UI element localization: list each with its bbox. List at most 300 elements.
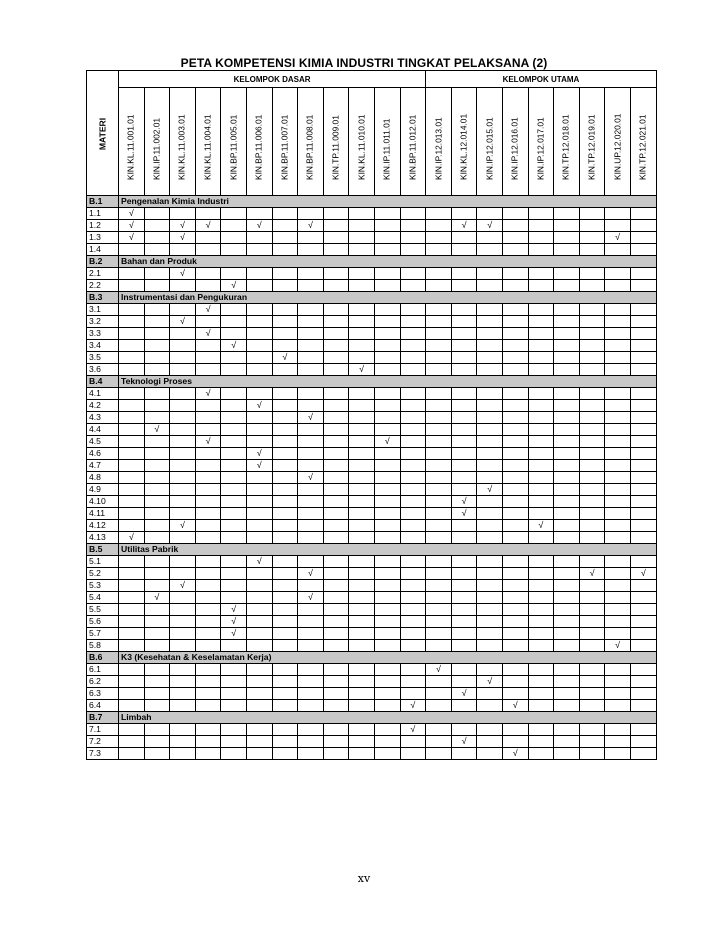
- empty-cell: [221, 556, 247, 568]
- empty-cell: [170, 640, 196, 652]
- empty-cell: [605, 436, 631, 448]
- empty-cell: [323, 748, 349, 760]
- empty-cell: [272, 316, 298, 328]
- empty-cell: [272, 556, 298, 568]
- row-id: 5.1: [87, 556, 119, 568]
- empty-cell: [451, 208, 477, 220]
- table-row: [87, 700, 657, 712]
- empty-cell: [246, 316, 272, 328]
- empty-cell: [272, 484, 298, 496]
- empty-cell: [374, 640, 400, 652]
- table-row: [87, 616, 657, 628]
- empty-cell: [170, 568, 196, 580]
- empty-cell: [426, 436, 452, 448]
- empty-cell: [272, 280, 298, 292]
- empty-cell: [630, 268, 656, 280]
- empty-cell: [579, 724, 605, 736]
- empty-cell: [195, 424, 221, 436]
- empty-cell: [246, 232, 272, 244]
- empty-cell: [221, 448, 247, 460]
- empty-cell: [170, 448, 196, 460]
- empty-cell: [502, 412, 528, 424]
- empty-cell: [246, 364, 272, 376]
- empty-cell: [246, 628, 272, 640]
- empty-cell: [477, 448, 503, 460]
- empty-cell: [170, 304, 196, 316]
- empty-cell: [579, 496, 605, 508]
- row-id: 4.4: [87, 424, 119, 436]
- empty-cell: [477, 640, 503, 652]
- empty-cell: [349, 208, 375, 220]
- empty-cell: [374, 244, 400, 256]
- table-row: [87, 448, 657, 460]
- empty-cell: [426, 400, 452, 412]
- check-mark: √: [502, 748, 528, 760]
- empty-cell: [170, 604, 196, 616]
- empty-cell: [554, 472, 580, 484]
- empty-cell: [630, 604, 656, 616]
- empty-cell: [426, 412, 452, 424]
- empty-cell: [502, 436, 528, 448]
- competency-code: KIN.KL.11.003.01: [176, 114, 187, 180]
- empty-cell: [554, 244, 580, 256]
- empty-cell: [477, 736, 503, 748]
- competency-code-cell: [400, 88, 426, 196]
- empty-cell: [221, 412, 247, 424]
- empty-cell: [400, 520, 426, 532]
- empty-cell: [605, 592, 631, 604]
- empty-cell: [119, 736, 145, 748]
- empty-cell: [400, 532, 426, 544]
- empty-cell: [221, 724, 247, 736]
- competency-code: KIN.IP.12.017.01: [535, 117, 546, 180]
- empty-cell: [195, 520, 221, 532]
- empty-cell: [119, 700, 145, 712]
- empty-cell: [400, 352, 426, 364]
- check-mark: √: [246, 400, 272, 412]
- empty-cell: [579, 484, 605, 496]
- empty-cell: [298, 244, 324, 256]
- empty-cell: [272, 724, 298, 736]
- empty-cell: [298, 388, 324, 400]
- empty-cell: [528, 532, 554, 544]
- table-row: [87, 724, 657, 736]
- empty-cell: [323, 220, 349, 232]
- empty-cell: [528, 448, 554, 460]
- empty-cell: [349, 556, 375, 568]
- empty-cell: [477, 472, 503, 484]
- empty-cell: [323, 448, 349, 460]
- empty-cell: [323, 556, 349, 568]
- empty-cell: [477, 364, 503, 376]
- empty-cell: [554, 460, 580, 472]
- empty-cell: [477, 628, 503, 640]
- empty-cell: [502, 580, 528, 592]
- empty-cell: [426, 604, 452, 616]
- empty-cell: [221, 688, 247, 700]
- table-row: [87, 556, 657, 568]
- empty-cell: [426, 340, 452, 352]
- empty-cell: [374, 448, 400, 460]
- empty-cell: [374, 484, 400, 496]
- empty-cell: [144, 496, 170, 508]
- empty-cell: [323, 484, 349, 496]
- empty-cell: [349, 484, 375, 496]
- materi-label: MATERI: [97, 117, 107, 150]
- empty-cell: [554, 268, 580, 280]
- empty-cell: [579, 508, 605, 520]
- empty-cell: [323, 412, 349, 424]
- check-mark: √: [605, 232, 631, 244]
- empty-cell: [195, 412, 221, 424]
- table-row: [87, 304, 657, 316]
- empty-cell: [451, 424, 477, 436]
- empty-cell: [221, 676, 247, 688]
- table-row: [87, 640, 657, 652]
- empty-cell: [144, 520, 170, 532]
- empty-cell: [221, 736, 247, 748]
- empty-cell: [528, 400, 554, 412]
- check-mark: √: [119, 532, 145, 544]
- empty-cell: [605, 580, 631, 592]
- empty-cell: [554, 628, 580, 640]
- empty-cell: [119, 472, 145, 484]
- empty-cell: [477, 424, 503, 436]
- empty-cell: [400, 460, 426, 472]
- empty-cell: [400, 676, 426, 688]
- empty-cell: [298, 208, 324, 220]
- empty-cell: [374, 364, 400, 376]
- empty-cell: [195, 688, 221, 700]
- row-id: 3.1: [87, 304, 119, 316]
- empty-cell: [349, 352, 375, 364]
- competency-code-cell: [144, 88, 170, 196]
- row-id: 6.3: [87, 688, 119, 700]
- empty-cell: [605, 280, 631, 292]
- empty-cell: [528, 484, 554, 496]
- empty-cell: [221, 664, 247, 676]
- empty-cell: [477, 724, 503, 736]
- table-row: [87, 340, 657, 352]
- empty-cell: [349, 616, 375, 628]
- empty-cell: [195, 364, 221, 376]
- empty-cell: [144, 640, 170, 652]
- empty-cell: [528, 460, 554, 472]
- empty-cell: [426, 568, 452, 580]
- empty-cell: [246, 424, 272, 436]
- empty-cell: [477, 508, 503, 520]
- empty-cell: [298, 304, 324, 316]
- empty-cell: [630, 436, 656, 448]
- empty-cell: [426, 508, 452, 520]
- empty-cell: [528, 628, 554, 640]
- check-mark: √: [119, 232, 145, 244]
- empty-cell: [195, 640, 221, 652]
- empty-cell: [144, 724, 170, 736]
- empty-cell: [426, 628, 452, 640]
- empty-cell: [170, 700, 196, 712]
- empty-cell: [426, 232, 452, 244]
- empty-cell: [528, 352, 554, 364]
- empty-cell: [298, 616, 324, 628]
- empty-cell: [298, 688, 324, 700]
- empty-cell: [528, 340, 554, 352]
- row-id: 6.1: [87, 664, 119, 676]
- empty-cell: [579, 688, 605, 700]
- empty-cell: [502, 496, 528, 508]
- empty-cell: [502, 556, 528, 568]
- check-mark: √: [272, 352, 298, 364]
- empty-cell: [400, 556, 426, 568]
- empty-cell: [119, 280, 145, 292]
- empty-cell: [477, 304, 503, 316]
- empty-cell: [170, 328, 196, 340]
- empty-cell: [119, 748, 145, 760]
- empty-cell: [119, 244, 145, 256]
- empty-cell: [426, 352, 452, 364]
- table-row: [87, 520, 657, 532]
- empty-cell: [374, 208, 400, 220]
- empty-cell: [221, 520, 247, 532]
- empty-cell: [119, 268, 145, 280]
- empty-cell: [579, 700, 605, 712]
- table-row: [87, 580, 657, 592]
- empty-cell: [323, 232, 349, 244]
- empty-cell: [374, 352, 400, 364]
- empty-cell: [349, 448, 375, 460]
- empty-cell: [195, 280, 221, 292]
- empty-cell: [528, 328, 554, 340]
- empty-cell: [554, 748, 580, 760]
- empty-cell: [605, 304, 631, 316]
- empty-cell: [579, 472, 605, 484]
- empty-cell: [195, 556, 221, 568]
- empty-cell: [323, 436, 349, 448]
- empty-cell: [195, 676, 221, 688]
- empty-cell: [605, 628, 631, 640]
- empty-cell: [170, 484, 196, 496]
- competency-code: KIN.TP.11.009.01: [330, 115, 341, 180]
- empty-cell: [144, 316, 170, 328]
- empty-cell: [323, 724, 349, 736]
- empty-cell: [528, 556, 554, 568]
- empty-cell: [630, 520, 656, 532]
- empty-cell: [605, 484, 631, 496]
- empty-cell: [144, 352, 170, 364]
- empty-cell: [374, 724, 400, 736]
- empty-cell: [579, 460, 605, 472]
- empty-cell: [477, 748, 503, 760]
- competency-code: KIN.BP.11.012.01: [407, 114, 418, 180]
- competency-code-cell: [554, 88, 580, 196]
- check-mark: √: [451, 496, 477, 508]
- competency-code-cell: [323, 88, 349, 196]
- empty-cell: [221, 532, 247, 544]
- empty-cell: [272, 700, 298, 712]
- empty-cell: [170, 412, 196, 424]
- check-mark: √: [451, 736, 477, 748]
- empty-cell: [170, 424, 196, 436]
- empty-cell: [426, 640, 452, 652]
- empty-cell: [554, 352, 580, 364]
- empty-cell: [477, 280, 503, 292]
- empty-cell: [605, 520, 631, 532]
- row-id: 7.1: [87, 724, 119, 736]
- empty-cell: [528, 304, 554, 316]
- empty-cell: [554, 664, 580, 676]
- empty-cell: [272, 664, 298, 676]
- empty-cell: [246, 244, 272, 256]
- empty-cell: [298, 436, 324, 448]
- empty-cell: [579, 244, 605, 256]
- check-mark: √: [170, 316, 196, 328]
- empty-cell: [323, 352, 349, 364]
- empty-cell: [605, 208, 631, 220]
- empty-cell: [400, 304, 426, 316]
- check-mark: √: [451, 508, 477, 520]
- empty-cell: [323, 640, 349, 652]
- empty-cell: [144, 232, 170, 244]
- table-row: [87, 484, 657, 496]
- empty-cell: [119, 484, 145, 496]
- empty-cell: [195, 724, 221, 736]
- check-mark: √: [502, 700, 528, 712]
- empty-cell: [195, 208, 221, 220]
- empty-cell: [374, 604, 400, 616]
- table-row: [87, 328, 657, 340]
- section-row: [87, 652, 657, 664]
- empty-cell: [579, 232, 605, 244]
- empty-cell: [605, 604, 631, 616]
- empty-cell: [119, 436, 145, 448]
- empty-cell: [374, 748, 400, 760]
- empty-cell: [605, 508, 631, 520]
- table-row: [87, 460, 657, 472]
- table-row: [87, 592, 657, 604]
- empty-cell: [554, 484, 580, 496]
- empty-cell: [195, 400, 221, 412]
- empty-cell: [502, 364, 528, 376]
- empty-cell: [272, 640, 298, 652]
- check-mark: √: [170, 520, 196, 532]
- empty-cell: [477, 616, 503, 628]
- empty-cell: [579, 436, 605, 448]
- empty-cell: [451, 400, 477, 412]
- empty-cell: [170, 676, 196, 688]
- empty-cell: [323, 592, 349, 604]
- empty-cell: [528, 208, 554, 220]
- empty-cell: [246, 616, 272, 628]
- empty-cell: [579, 556, 605, 568]
- check-mark: √: [119, 220, 145, 232]
- empty-cell: [298, 520, 324, 532]
- empty-cell: [477, 568, 503, 580]
- empty-cell: [221, 508, 247, 520]
- empty-cell: [349, 508, 375, 520]
- empty-cell: [554, 676, 580, 688]
- empty-cell: [554, 232, 580, 244]
- row-id: 1.4: [87, 244, 119, 256]
- empty-cell: [272, 220, 298, 232]
- empty-cell: [221, 424, 247, 436]
- empty-cell: [349, 592, 375, 604]
- empty-cell: [349, 400, 375, 412]
- row-id: 5.8: [87, 640, 119, 652]
- competency-code-cell: [477, 88, 503, 196]
- empty-cell: [374, 304, 400, 316]
- row-id: 4.12: [87, 520, 119, 532]
- empty-cell: [554, 340, 580, 352]
- empty-cell: [246, 568, 272, 580]
- empty-cell: [605, 328, 631, 340]
- empty-cell: [426, 556, 452, 568]
- check-mark: √: [298, 568, 324, 580]
- section-id: B.7: [87, 712, 119, 724]
- empty-cell: [451, 232, 477, 244]
- empty-cell: [374, 388, 400, 400]
- empty-cell: [323, 400, 349, 412]
- empty-cell: [400, 628, 426, 640]
- empty-cell: [144, 304, 170, 316]
- empty-cell: [630, 304, 656, 316]
- empty-cell: [272, 580, 298, 592]
- empty-cell: [554, 220, 580, 232]
- empty-cell: [451, 592, 477, 604]
- empty-cell: [195, 460, 221, 472]
- empty-cell: [144, 568, 170, 580]
- empty-cell: [349, 244, 375, 256]
- empty-cell: [477, 604, 503, 616]
- empty-cell: [119, 364, 145, 376]
- empty-cell: [119, 724, 145, 736]
- empty-cell: [528, 616, 554, 628]
- empty-cell: [579, 748, 605, 760]
- empty-cell: [502, 400, 528, 412]
- row-id: 5.6: [87, 616, 119, 628]
- empty-cell: [630, 364, 656, 376]
- empty-cell: [246, 496, 272, 508]
- table-row: [87, 280, 657, 292]
- section-id: B.3: [87, 292, 119, 304]
- empty-cell: [374, 496, 400, 508]
- empty-cell: [528, 688, 554, 700]
- empty-cell: [221, 748, 247, 760]
- empty-cell: [221, 496, 247, 508]
- empty-cell: [579, 364, 605, 376]
- empty-cell: [400, 616, 426, 628]
- empty-cell: [170, 436, 196, 448]
- empty-cell: [605, 460, 631, 472]
- empty-cell: [323, 208, 349, 220]
- empty-cell: [323, 472, 349, 484]
- table-row: [87, 220, 657, 232]
- table-row: [87, 400, 657, 412]
- empty-cell: [246, 700, 272, 712]
- empty-cell: [400, 748, 426, 760]
- empty-cell: [221, 460, 247, 472]
- empty-cell: [554, 700, 580, 712]
- empty-cell: [272, 688, 298, 700]
- section-title: Bahan dan Produk: [119, 256, 657, 268]
- empty-cell: [349, 724, 375, 736]
- empty-cell: [579, 220, 605, 232]
- empty-cell: [579, 388, 605, 400]
- empty-cell: [170, 592, 196, 604]
- empty-cell: [246, 412, 272, 424]
- empty-cell: [221, 640, 247, 652]
- empty-cell: [605, 352, 631, 364]
- competency-code-cell: [605, 88, 631, 196]
